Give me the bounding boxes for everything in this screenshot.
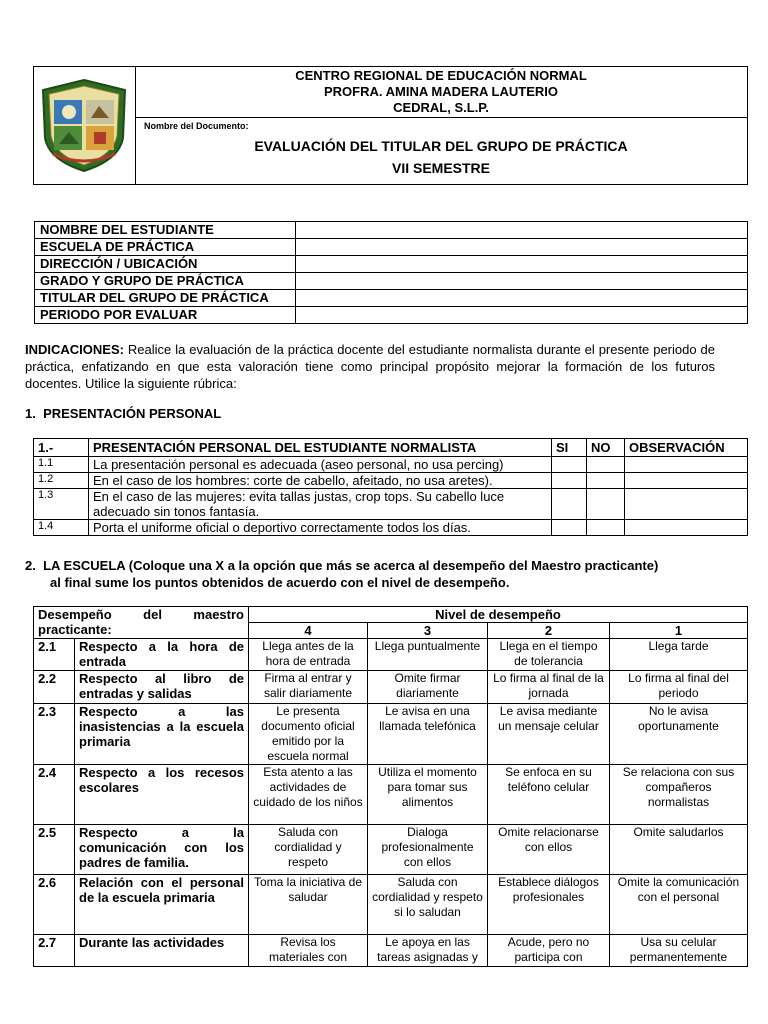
level-2-option[interactable]: Establece diálogos profesionales <box>488 875 610 935</box>
table-row <box>34 704 748 765</box>
level-3-option[interactable]: Utiliza el momento para tomar sus alimentos <box>368 765 488 825</box>
si-cell[interactable] <box>552 489 587 520</box>
document-header <box>33 66 748 185</box>
institution-seal-icon <box>39 78 129 173</box>
level-2-header: 2 <box>488 623 610 639</box>
header-performance: Desempeño del maestro practicante: <box>34 607 249 639</box>
row-number: 1.4 <box>34 520 89 536</box>
row-number: 1.3 <box>34 489 89 520</box>
level-2-option[interactable]: Acude, pero no participa con <box>488 935 610 967</box>
level-1-option[interactable]: Lo firma al final del periodo <box>610 671 748 704</box>
no-cell[interactable] <box>587 457 625 473</box>
level-2-option[interactable]: Le avisa mediante un mensaje celular <box>488 704 610 765</box>
institution-line-3: CEDRAL, S.L.P. <box>393 100 489 115</box>
level-3-option[interactable]: Le apoya en las tareas asignadas y <box>368 935 488 967</box>
row-number: 2.7 <box>34 935 75 967</box>
observation-cell[interactable] <box>625 520 748 536</box>
table-row <box>34 473 748 489</box>
si-cell[interactable] <box>552 473 587 489</box>
level-3-option[interactable]: Saluda con cordialidad y respeto si lo saludan <box>368 875 488 935</box>
row-criterion: Durante las actividades <box>75 935 249 967</box>
level-3-option[interactable]: Le avisa en una llamada telefónica <box>368 704 488 765</box>
row-number: 2.1 <box>34 639 75 671</box>
row-number: 2.2 <box>34 671 75 704</box>
document-title-line-2: VII SEMESTRE <box>391 160 491 176</box>
observation-cell[interactable] <box>625 473 748 489</box>
level-4-option[interactable]: Saluda con cordialidad y respeto <box>249 825 368 875</box>
level-3-option[interactable]: Llega puntualmente <box>368 639 488 671</box>
row-number: 2.4 <box>34 765 75 825</box>
table-row <box>35 239 748 256</box>
level-4-option[interactable]: Revisa los materiales con <box>249 935 368 967</box>
row-criterion: Porta el uniforme oficial o deportivo correctamente todos los días. <box>89 520 552 536</box>
field-value[interactable] <box>296 256 748 273</box>
row-criterion: En el caso de los hombres: corte de cabello, afeitado, no usa aretes). <box>89 473 552 489</box>
no-cell[interactable] <box>587 489 625 520</box>
institution-line-1: CENTRO REGIONAL DE EDUCACIÓN NORMAL <box>295 68 587 83</box>
row-number: 2.3 <box>34 704 75 765</box>
header-no: NO <box>587 439 625 457</box>
observation-cell[interactable] <box>625 489 748 520</box>
field-label: ESCUELA DE PRÁCTICA <box>35 239 296 256</box>
field-label: TITULAR DEL GRUPO DE PRÁCTICA <box>35 290 296 307</box>
field-value[interactable] <box>296 239 748 256</box>
level-2-option[interactable]: Se enfoca en su teléfono celular <box>488 765 610 825</box>
level-1-option[interactable]: Omite saludarlos <box>610 825 748 875</box>
level-2-option[interactable]: Lo firma al final de la jornada <box>488 671 610 704</box>
section-2-title <box>25 557 658 591</box>
institution-line-2: PROFRA. AMINA MADERA LAUTERIO <box>324 84 558 99</box>
table-row <box>35 290 748 307</box>
level-4-option[interactable]: Toma la iniciativa de saludar <box>249 875 368 935</box>
level-4-option[interactable]: Le presenta documento oficial emitido por la escuela normal <box>249 704 368 765</box>
field-value[interactable] <box>296 222 748 239</box>
indications-text: Realice la evaluación de la práctica docente del estudiante normalista durante el presente periodo de práctica, enfatizando en que esta valoración tiene como principal propósito mejorar la formación de los futuros docentes. Utilice la siguiente rúbrica: <box>25 342 715 391</box>
level-1-option[interactable]: No le avisa oportunamente <box>610 704 748 765</box>
row-criterion: Respecto a las inasistencias a la escuela primaria <box>75 704 249 765</box>
field-label: PERIODO POR EVALUAR <box>35 307 296 324</box>
section-2-title-line-1: 2. LA ESCUELA (Coloque una X a la opción que más se acerca al desempeño del Maestro practicante) <box>25 558 659 573</box>
table-row <box>34 520 748 536</box>
no-cell[interactable] <box>587 473 625 489</box>
section-2-title-line-2: al final sume los puntos obtenidos de acuerdo con el nivel de desempeño. <box>50 575 510 590</box>
field-label: GRADO Y GRUPO DE PRÁCTICA <box>35 273 296 290</box>
table-row <box>34 489 748 520</box>
field-label: DIRECCIÓN / UBICACIÓN <box>35 256 296 273</box>
logo-cell <box>34 67 136 184</box>
table-row <box>35 307 748 324</box>
field-value[interactable] <box>296 290 748 307</box>
field-value[interactable] <box>296 307 748 324</box>
document-title <box>135 135 747 179</box>
indications-paragraph <box>25 341 715 392</box>
row-criterion: Relación con el personal de la escuela primaria <box>75 875 249 935</box>
table-row <box>34 639 748 671</box>
table-row <box>34 765 748 825</box>
level-3-option[interactable]: Dialoga profesionalmente con ellos <box>368 825 488 875</box>
level-4-option[interactable]: Esta atento a las actividades de cuidado de los niños <box>249 765 368 825</box>
si-cell[interactable] <box>552 520 587 536</box>
institution-name <box>135 67 747 118</box>
row-number: 2.5 <box>34 825 75 875</box>
no-cell[interactable] <box>587 520 625 536</box>
row-criterion: Respecto al libro de entradas y salidas <box>75 671 249 704</box>
indications-label: INDICACIONES: <box>25 342 124 357</box>
section-1-title: 1. PRESENTACIÓN PERSONAL <box>25 406 222 421</box>
level-2-option[interactable]: Omite relacionarse con ellos <box>488 825 610 875</box>
level-4-option[interactable]: Llega antes de la hora de entrada <box>249 639 368 671</box>
level-1-option[interactable]: Usa su celular permanentemente <box>610 935 748 967</box>
level-2-option[interactable]: Llega en el tiempo de tolerancia <box>488 639 610 671</box>
row-number: 1.1 <box>34 457 89 473</box>
table-row <box>35 256 748 273</box>
table-header-row <box>34 439 748 457</box>
header-num: 1.- <box>34 439 89 457</box>
header-criterion: PRESENTACIÓN PERSONAL DEL ESTUDIANTE NORMALISTA <box>89 439 552 457</box>
table-row <box>34 825 748 875</box>
header-observation: OBSERVACIÓN <box>625 439 748 457</box>
row-criterion: Respecto a la comunicación con los padres de familia. <box>75 825 249 875</box>
header-si: SI <box>552 439 587 457</box>
personal-presentation-table <box>33 438 748 536</box>
row-criterion: La presentación personal es adecuada (aseo personal, no usa percing) <box>89 457 552 473</box>
row-criterion: Respecto a la hora de entrada <box>75 639 249 671</box>
field-value[interactable] <box>296 273 748 290</box>
si-cell[interactable] <box>552 457 587 473</box>
table-row <box>35 222 748 239</box>
table-row <box>34 875 748 935</box>
document-name-label: Nombre del Documento: <box>144 121 249 131</box>
level-4-header: 4 <box>249 623 368 639</box>
level-1-option[interactable]: Omite la comunicación con el personal <box>610 875 748 935</box>
row-number: 2.6 <box>34 875 75 935</box>
level-1-option[interactable]: Llega tarde <box>610 639 748 671</box>
level-3-header: 3 <box>368 623 488 639</box>
document-title-line-1: EVALUACIÓN DEL TITULAR DEL GRUPO DE PRÁCTICA <box>254 138 628 154</box>
level-3-option[interactable]: Omite firmar diariamente <box>368 671 488 704</box>
student-info-table <box>34 221 748 324</box>
table-row <box>34 671 748 704</box>
school-performance-table <box>33 606 748 967</box>
row-criterion: Respecto a los recesos escolares <box>75 765 249 825</box>
observation-cell[interactable] <box>625 457 748 473</box>
level-1-option[interactable]: Se relaciona con sus compañeros normalistas <box>610 765 748 825</box>
level-4-option[interactable]: Firma al entrar y salir diariamente <box>249 671 368 704</box>
row-criterion: En el caso de las mujeres: evita tallas justas, crop tops. Su cabello luce adecuado sin tonos fantasía. <box>89 489 552 520</box>
table-row <box>34 457 748 473</box>
field-label: NOMBRE DEL ESTUDIANTE <box>35 222 296 239</box>
header-level: Nivel de desempeño <box>249 607 748 623</box>
table-row <box>35 273 748 290</box>
table-row <box>34 935 748 967</box>
row-number: 1.2 <box>34 473 89 489</box>
table-header-row <box>34 607 748 623</box>
level-1-header: 1 <box>610 623 748 639</box>
